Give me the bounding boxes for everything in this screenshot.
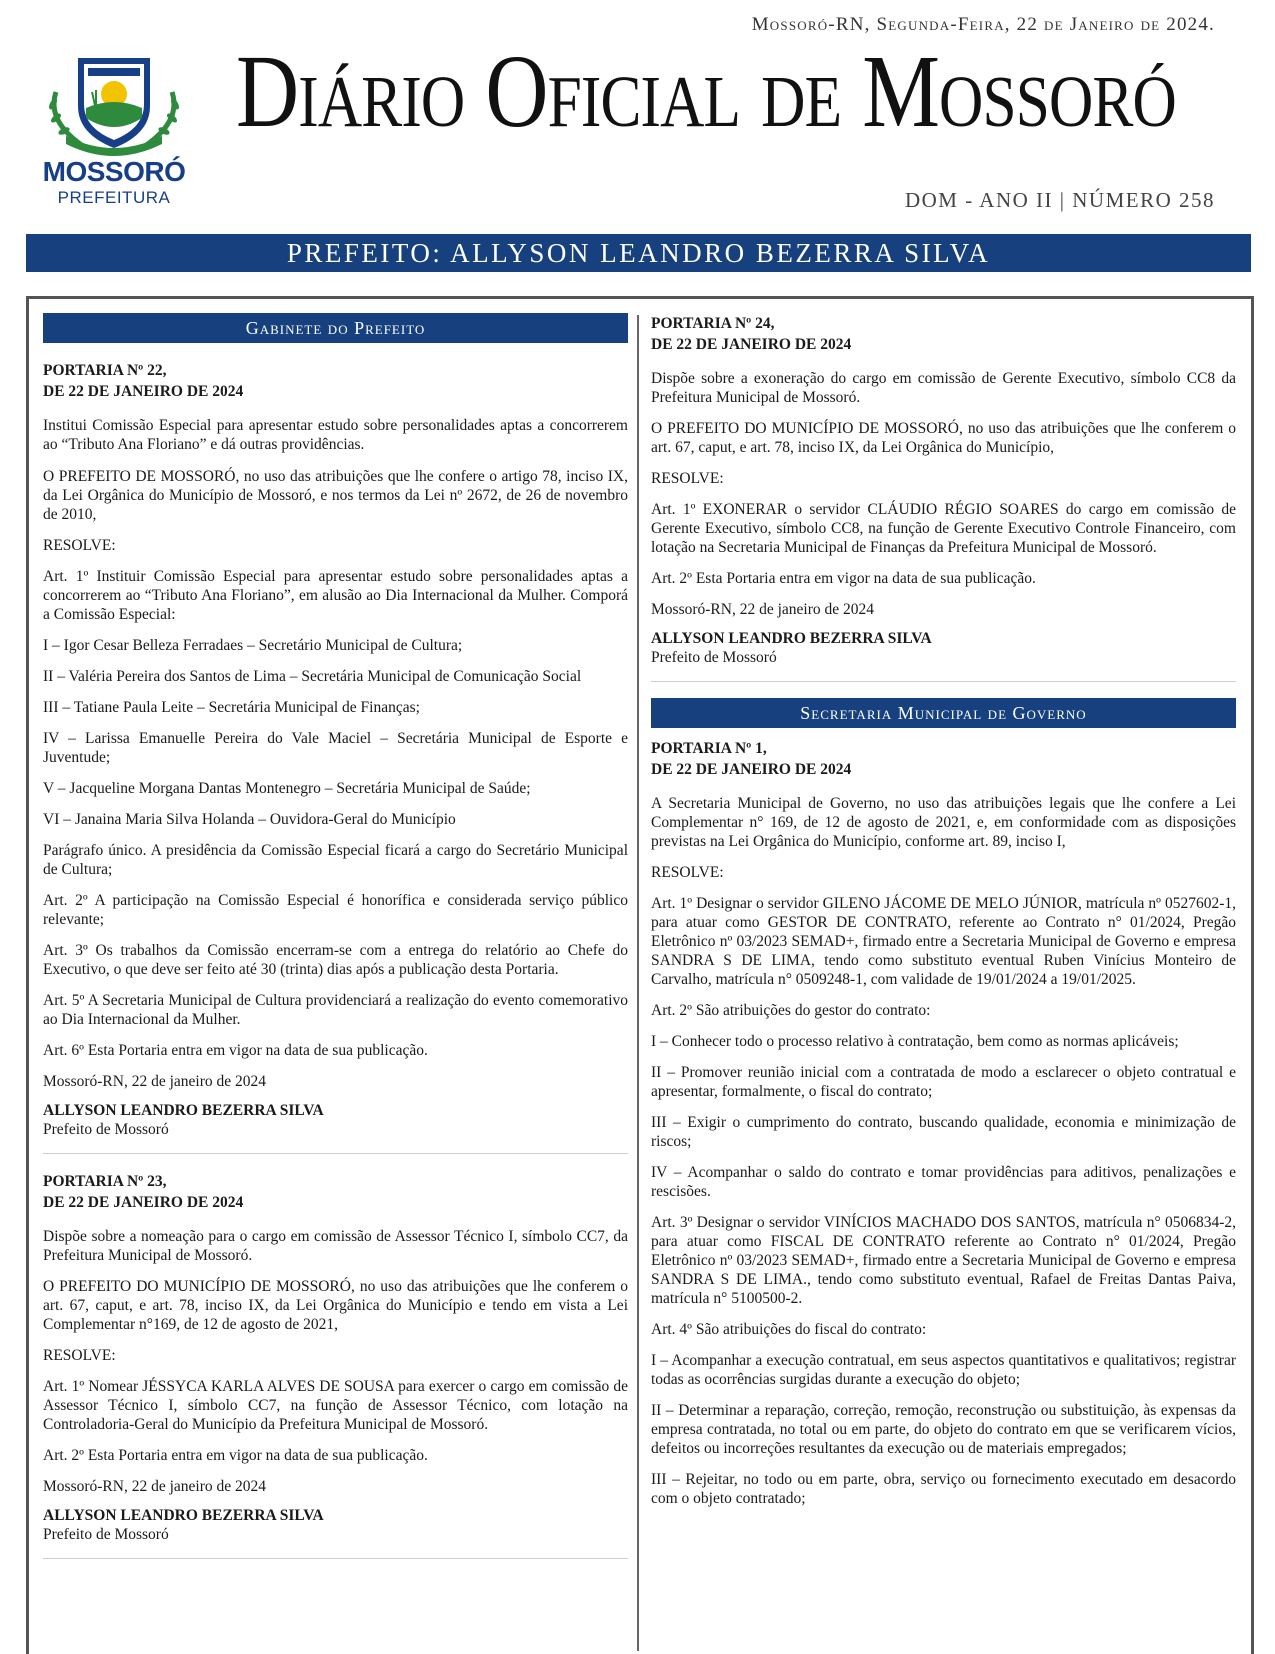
logo-subtitle: PREFEITURA xyxy=(57,188,171,207)
right-column xyxy=(651,313,1236,1508)
mossoro-logo xyxy=(26,52,202,207)
portaria-23-ementa: Dispõe sobre a nomeação para o cargo em comissão de Assessor Técnico I, símbolo CC7, da Prefeitura Municipal de Mossoró. xyxy=(43,1228,628,1264)
portaria-1-art2: Art. 2º São atribuições do gestor do contrato: xyxy=(651,1002,931,1019)
portaria-24-resolve: RESOLVE: xyxy=(651,470,724,487)
portaria-22-paragrafo: Parágrafo único. A presidência da Comissão Especial ficará a cargo do Secretário Municipal de Cultura; xyxy=(43,842,628,878)
signature-place: Mossoró-RN, 22 de janeiro de 2024 xyxy=(651,601,874,618)
fiscal-item: II – Determinar a reparação, correção, remoção, reconstrução ou substituição, às expensas da empresa contratada, no total ou em parte, do objeto do contrato em que se verificarem vícios, defeitos ou incorreções resultantes da execução ou de materiais empregados; xyxy=(651,1402,1236,1457)
gestor-item: I – Conhecer todo o processo relativo à contratação, bem como as normas aplicáveis; xyxy=(651,1033,1179,1050)
signature-name: ALLYSON LEANDRO BEZERRA SILVA xyxy=(651,630,932,647)
portaria-22-title: PORTARIA Nº 22, xyxy=(43,362,167,379)
portaria-23-art2: Art. 2º Esta Portaria entra em vigor na data de sua publicação. xyxy=(43,1447,428,1464)
coat-of-arms-icon xyxy=(26,52,202,156)
separator xyxy=(43,1558,628,1559)
column-divider xyxy=(637,315,639,1651)
masthead-title: Diário Oficial de Mossoró xyxy=(236,34,1176,149)
portaria-22-resolve: RESOLVE: xyxy=(43,537,116,554)
portaria-22-art1: Art. 1º Instituir Comissão Especial para apresentar estudo sobre personalidades aptas a concorrerem ao “Tributo Ana Floriano”, em alusão ao Dia Internacional da Mulher. Comporá a Comissão Especial: xyxy=(43,568,628,623)
portaria-24-date: DE 22 DE JANEIRO DE 2024 xyxy=(651,336,852,353)
portaria-1-art4: Art. 4º São atribuições do fiscal do contrato: xyxy=(651,1321,927,1338)
mayor-banner: PREFEITO: ALLYSON LEANDRO BEZERRA SILVA xyxy=(26,234,1251,272)
member-item: III – Tatiane Paula Leite – Secretária Municipal de Finanças; xyxy=(43,699,420,716)
signature-place: Mossoró-RN, 22 de janeiro de 2024 xyxy=(43,1073,266,1090)
signature-role: Prefeito de Mossoró xyxy=(651,649,777,666)
portaria-22-art5: Art. 5º A Secretaria Municipal de Cultura providenciará a realização do evento comemorativo ao Dia Internacional da Mulher. xyxy=(43,992,628,1028)
portaria-23-art1: Art. 1º Nomear JÉSSYCA KARLA ALVES DE SOUSA para exercer o cargo em comissão de Assessor Técnico I, símbolo CC7, na função de Assessor Técnico, com lotação na Controladoria-Geral do Município da Prefeitura Municipal de Mossoró. xyxy=(43,1378,628,1433)
portaria-22-art6: Art. 6º Esta Portaria entra em vigor na data de sua publicação. xyxy=(43,1042,428,1059)
portaria-22-art3: Art. 3º Os trabalhos da Comissão encerram-se com a entrega do relatório ao Chefe do Executivo, o que deve ser feito até 30 (trinta) dias após a publicação desta Portaria. xyxy=(43,942,628,978)
gestor-item: II – Promover reunião inicial com a contratada de modo a esclarecer o objeto contratual e apresentar, formalmente, o fiscal do contrato; xyxy=(651,1064,1236,1100)
fiscal-item: III – Rejeitar, no todo ou em parte, obra, serviço ou fornecimento executado em desacordo com o objeto contratado; xyxy=(651,1471,1236,1507)
member-item: VI – Janaina Maria Silva Holanda – Ouvidora-Geral do Município xyxy=(43,811,456,828)
portaria-1-date: DE 22 DE JANEIRO DE 2024 xyxy=(651,761,852,778)
portaria-1-art3: Art. 3º Designar o servidor VINÍCIOS MACHADO DOS SANTOS, matrícula n° 0506834-2, para atuar como FISCAL DE CONTRATO referente ao Contrato n° 01/2024, Pregão Eletrônico nº 03/2023 SEMAD+, firmado entre a Secretaria Municipal de Governo e empresa SANDRA S DE LIMA., tendo como substituto eventual, Rafael de Freitas Dantas Paiva, matrícula n° 5100500-2. xyxy=(651,1214,1236,1307)
signature-name: ALLYSON LEANDRO BEZERRA SILVA xyxy=(43,1102,324,1119)
portaria-24-title: PORTARIA Nº 24, xyxy=(651,315,775,332)
portaria-24-art2: Art. 2º Esta Portaria entra em vigor na data de sua publicação. xyxy=(651,570,1036,587)
portaria-22-ementa: Institui Comissão Especial para apresentar estudo sobre personalidades aptas a concorrerem ao “Tributo Ana Floriano” e dá outras providências. xyxy=(43,417,628,453)
portaria-1-title: PORTARIA Nº 1, xyxy=(651,740,767,757)
gestor-item: III – Exigir o cumprimento do contrato, buscando qualidade, economia e minimização de riscos; xyxy=(651,1114,1236,1150)
portaria-1-art1: Art. 1º Designar o servidor GILENO JÁCOME DE MELO JÚNIOR, matrícula nº 0527602-1, para atuar como GESTOR DE CONTRATO, referente ao Contrato n° 01/2024, Pregão Eletrônico nº 03/2023 SEMAD+, firmado entre a Secretaria Municipal de Governo e empresa SANDRA S DE LIMA, tendo como substituto eventual Ruben Vinícius Monteiro de Carvalho, matrícula n° 0509248-1, com validade de 19/01/2024 a 19/01/2025. xyxy=(651,895,1236,988)
signature-role: Prefeito de Mossoró xyxy=(43,1526,169,1543)
signature-name: ALLYSON LEANDRO BEZERRA SILVA xyxy=(43,1507,324,1524)
member-item: IV – Larissa Emanuelle Pereira do Vale Maciel – Secretária Municipal de Esporte e Juventude; xyxy=(43,730,628,766)
logo-name: MOSSORÓ xyxy=(42,156,186,187)
dateline: Mossoró-RN, Segunda-Feira, 22 de Janeiro de 2024. xyxy=(751,14,1215,35)
edition-number: DOM - ANO II | NÚMERO 258 xyxy=(904,188,1215,212)
portaria-22-preamble: O PREFEITO DE MOSSORÓ, no uso das atribuições que lhe confere o artigo 78, inciso IX, da Lei Orgânica do Município de Mossoró, e nos termos da Lei nº 2672, de 26 de novembro de 2010, xyxy=(43,468,628,523)
fiscal-item: I – Acompanhar a execução contratual, em seus aspectos quantitativos e qualitativos; registrar todas as ocorrências surgidas durante a execução do objeto; xyxy=(651,1352,1236,1388)
portaria-22-date: DE 22 DE JANEIRO DE 2024 xyxy=(43,383,244,400)
section-governo: Secretaria Municipal de Governo xyxy=(651,698,1236,728)
portaria-24-art1: Art. 1º EXONERAR o servidor CLÁUDIO RÉGIO SOARES do cargo em comissão de Gerente Executivo, símbolo CC8, na função de Gerente Executivo Controle Financeiro, com lotação na Secretaria Municipal de Finanças da Prefeitura Municipal de Mossoró. xyxy=(651,501,1236,556)
member-item: I – Igor Cesar Belleza Ferradaes – Secretário Municipal de Cultura; xyxy=(43,637,463,654)
signature-role: Prefeito de Mossoró xyxy=(43,1121,169,1138)
portaria-23-preamble: O PREFEITO DO MUNICÍPIO DE MOSSORÓ, no uso das atribuições que lhe conferem o art. 67, caput, e art. 78, inciso IX, da Lei Orgânica do Município e tendo em vista a Lei Complementar n°169, de 12 de agosto de 2021, xyxy=(43,1278,628,1333)
portaria-24-preamble: O PREFEITO DO MUNICÍPIO DE MOSSORÓ, no uso das atribuições que lhe conferem o art. 67, caput, e art. 78, inciso IX, da Lei Orgânica do Município, xyxy=(651,420,1236,456)
portaria-23-resolve: RESOLVE: xyxy=(43,1347,116,1364)
gestor-item: IV – Acompanhar o saldo do contrato e tomar providências para aditivos, penalizações e rescisões. xyxy=(651,1164,1236,1200)
portaria-1-preamble: A Secretaria Municipal de Governo, no uso das atribuições legais que lhe confere a Lei Complementar n° 169, de 12 de agosto de 2021, e, em conformidade com as disposições previstas na Lei Orgânica do Município, conforme art. 89, inciso I, xyxy=(651,795,1236,850)
left-column xyxy=(43,313,628,1559)
signature-place: Mossoró-RN, 22 de janeiro de 2024 xyxy=(43,1478,266,1495)
member-item: II – Valéria Pereira dos Santos de Lima – Secretária Municipal de Comunicação Social xyxy=(43,668,582,685)
portaria-24-ementa: Dispõe sobre a exoneração do cargo em comissão de Gerente Executivo, símbolo CC8 da Prefeitura Municipal de Mossoró. xyxy=(651,370,1236,406)
member-item: V – Jacqueline Morgana Dantas Montenegro – Secretária Municipal de Saúde; xyxy=(43,780,531,797)
portaria-23-date: DE 22 DE JANEIRO DE 2024 xyxy=(43,1194,244,1211)
section-gabinete: Gabinete do Prefeito xyxy=(43,313,628,343)
portaria-1-resolve: RESOLVE: xyxy=(651,864,724,881)
portaria-23-title: PORTARIA Nº 23, xyxy=(43,1173,167,1190)
portaria-22-art2: Art. 2º A participação na Comissão Especial é honorífica e considerada serviço público relevante; xyxy=(43,892,628,928)
